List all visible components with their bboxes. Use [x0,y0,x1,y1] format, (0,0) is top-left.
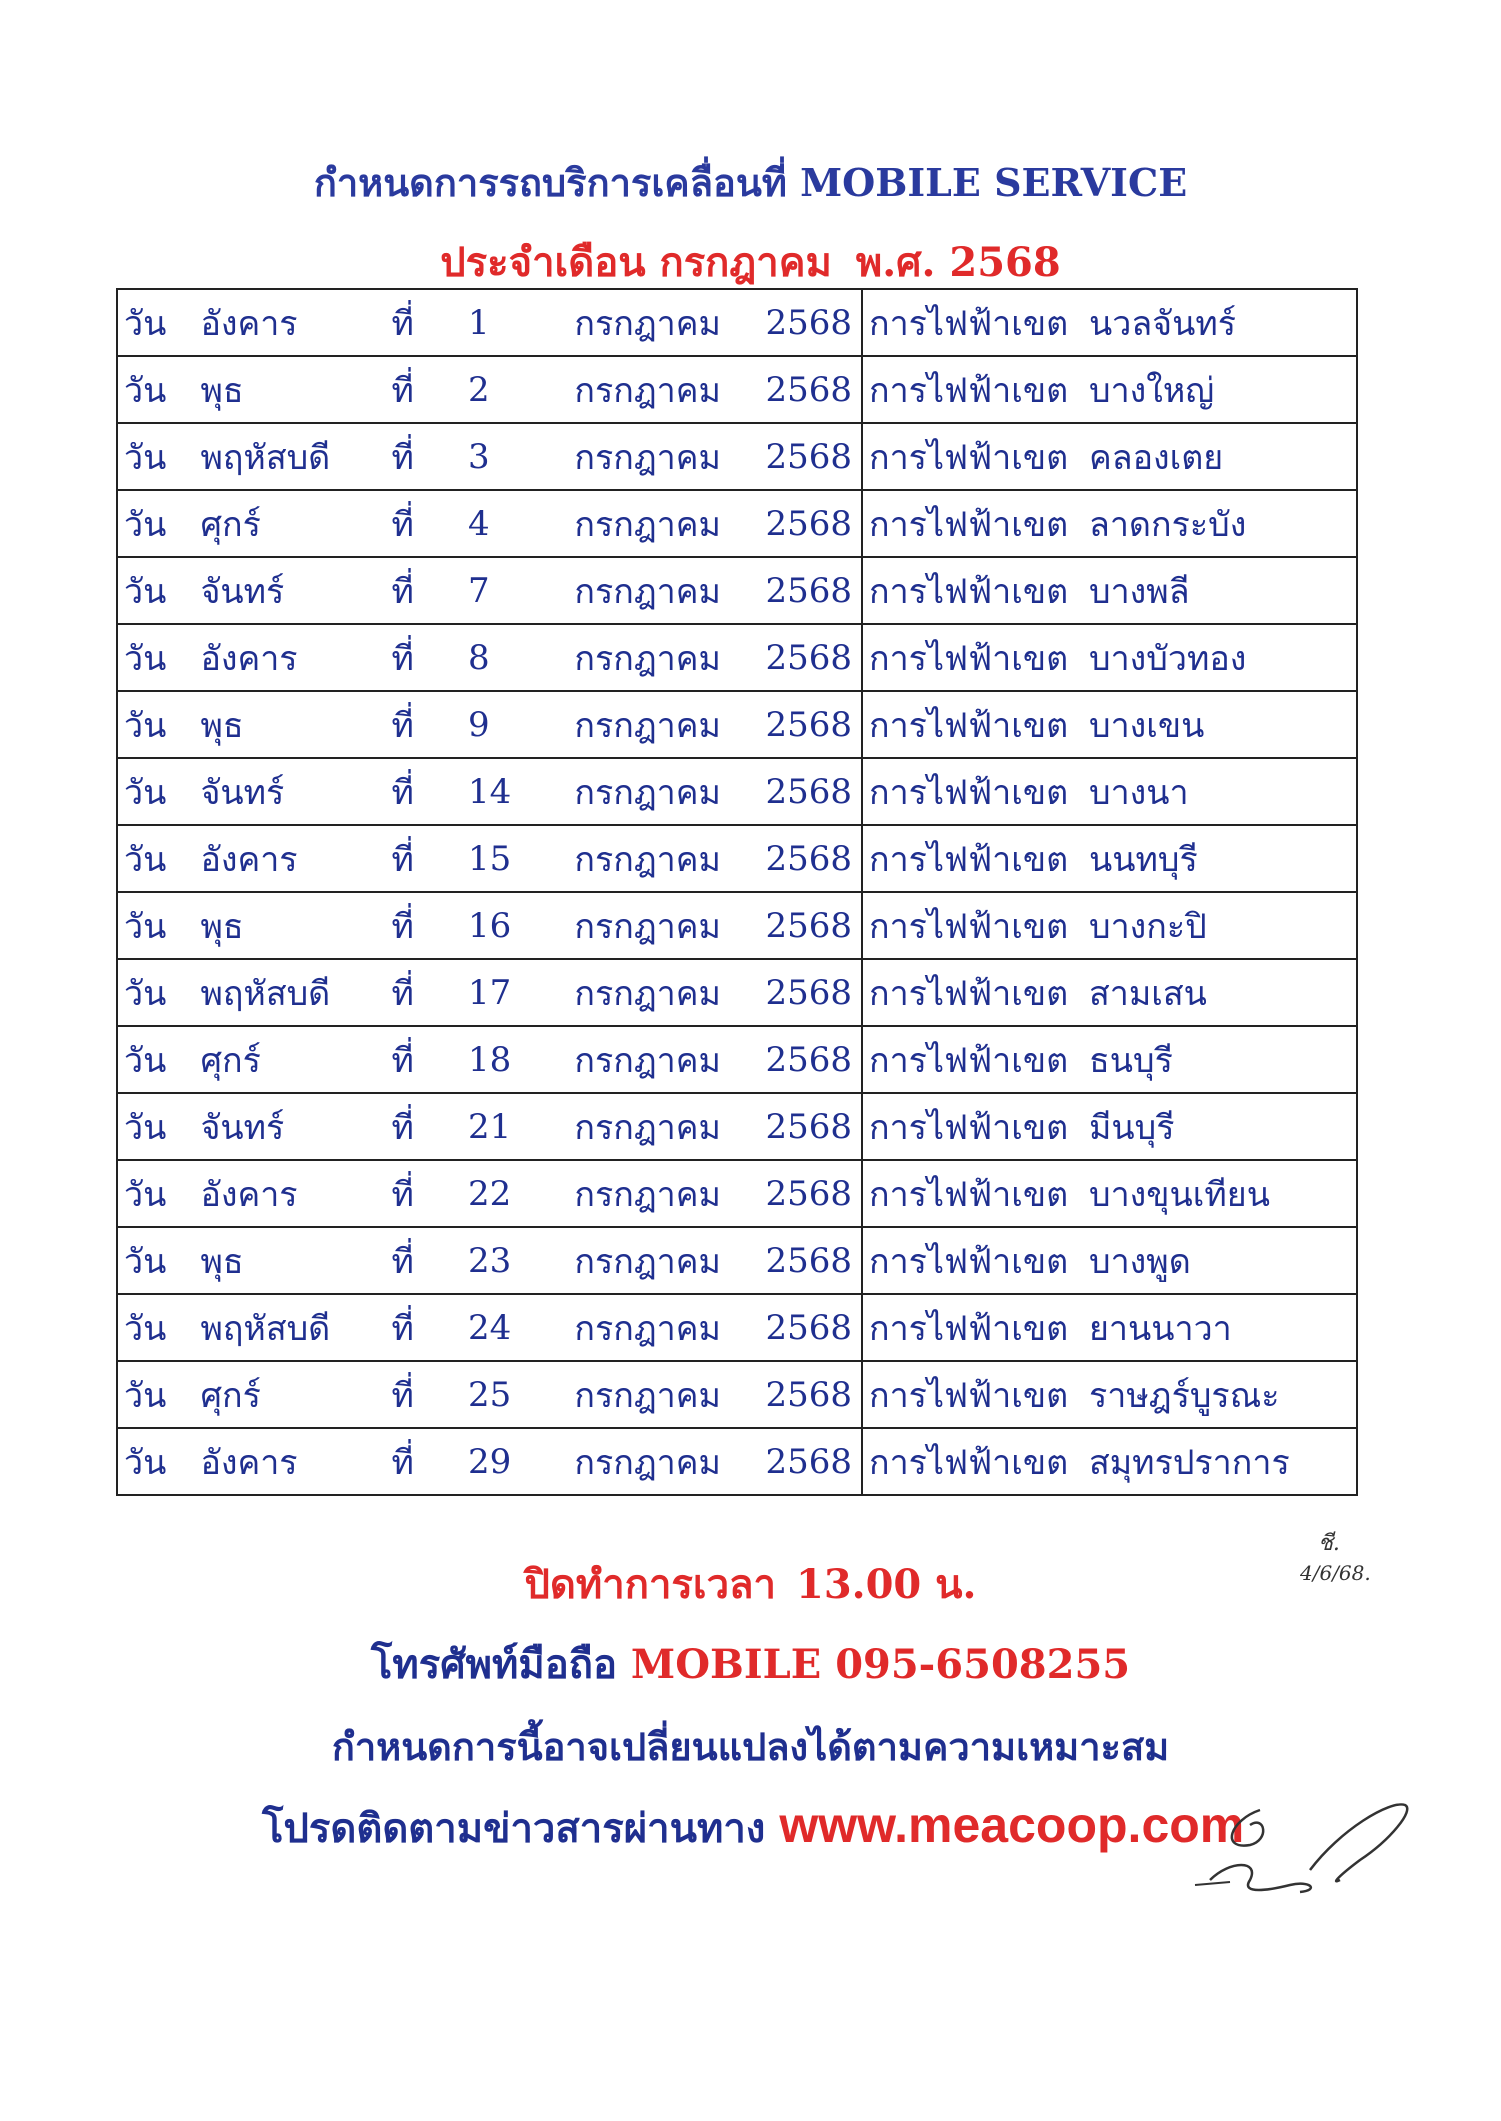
date-prefix: ที่ [391,1375,414,1416]
authority: การไฟฟ้าเขต [869,973,1069,1014]
date-prefix: ที่ [391,370,414,411]
district: สามเสน [1089,973,1207,1014]
weekday: พฤหัสบดี [200,973,331,1014]
month: กรกฎาคม [574,303,721,344]
signature-drawing [1190,1790,1420,1910]
year: 2568 [765,369,852,410]
schedule-date-cell [117,892,862,959]
authority: การไฟฟ้าเขต [869,1442,1069,1483]
authority: การไฟฟ้าเขต [869,772,1069,813]
date-number: 29 [467,1441,512,1482]
weekday: อังคาร [200,1174,298,1215]
authority: การไฟฟ้าเขต [869,839,1069,880]
district: สมุทรปราการ [1089,1442,1290,1483]
day-prefix: วัน [124,1375,167,1416]
month: กรกฎาคม [574,1308,721,1349]
authority: การไฟฟ้าเขต [869,638,1069,679]
weekday: จันทร์ [200,1107,285,1148]
schedule-date-cell [117,691,862,758]
schedule-row [117,490,1357,557]
schedule-date-cell [117,1428,862,1495]
authority: การไฟฟ้าเขต [869,1174,1069,1215]
date-number: 2 [467,369,490,410]
schedule-row [117,825,1357,892]
district: บางบัวทอง [1089,638,1247,679]
day-prefix: วัน [124,705,167,746]
day-prefix: วัน [124,1442,167,1483]
month: กรกฎาคม [574,1040,721,1081]
year: 2568 [765,1240,852,1281]
schedule-row [117,1428,1357,1495]
year: 2568 [765,637,852,678]
schedule-date-cell [117,624,862,691]
weekday: จันทร์ [200,772,285,813]
district: บางพูด [1089,1241,1191,1282]
month: กรกฎาคม [574,370,721,411]
date-number: 7 [467,570,490,611]
schedule-date-cell [117,1026,862,1093]
schedule-date-cell [117,758,862,825]
weekday: อังคาร [200,1442,298,1483]
authority: การไฟฟ้าเขต [869,437,1069,478]
district: บางกะปิ [1089,906,1207,947]
date-number: 22 [467,1173,512,1214]
day-prefix: วัน [124,303,167,344]
district: นวลจันทร์ [1089,303,1237,344]
date-number: 16 [467,905,512,946]
district: บางนา [1089,772,1189,813]
date-prefix: ที่ [391,1442,414,1483]
month: กรกฎาคม [574,1174,721,1215]
month: กรกฎาคม [574,638,721,679]
schedule-location-cell [862,1160,1357,1227]
schedule-row [117,557,1357,624]
year: 2568 [765,302,852,343]
schedule-location-cell [862,356,1357,423]
year: 2568 [765,1106,852,1147]
weekday: พฤหัสบดี [200,1308,331,1349]
authority: การไฟฟ้าเขต [869,1375,1069,1416]
month: กรกฎาคม [574,772,721,813]
follow-label: โปรดติดตามข่าวสารผ่านทาง [262,1805,766,1852]
date-number: 4 [467,503,490,544]
schedule-location-cell [862,289,1357,356]
schedule-row [117,1361,1357,1428]
date-number: 17 [467,972,512,1013]
weekday: ศุกร์ [200,504,261,545]
year: 2568 [765,503,852,544]
phone-mobile-word: MOBILE [630,1641,822,1688]
date-prefix: ที่ [391,437,414,478]
subtitle-month: ประจำเดือน กรกฎาคม [440,239,832,286]
date-prefix: ที่ [391,705,414,746]
weekday: ศุกร์ [200,1040,261,1081]
schedule-row [117,356,1357,423]
date-prefix: ที่ [391,638,414,679]
day-prefix: วัน [124,772,167,813]
follow-line [262,1796,1244,1860]
schedule-date-cell [117,825,862,892]
authority: การไฟฟ้าเขต [869,571,1069,612]
day-prefix: วัน [124,1241,167,1282]
date-prefix: ที่ [391,1107,414,1148]
subtitle-year: พ.ศ. 2568 [855,239,1061,286]
day-prefix: วัน [124,370,167,411]
year: 2568 [765,1039,852,1080]
authority: การไฟฟ้าเขต [869,1107,1069,1148]
day-prefix: วัน [124,906,167,947]
date-number: 1 [467,302,490,343]
month: กรกฎาคม [574,839,721,880]
year: 2568 [765,838,852,879]
date-prefix: ที่ [391,303,414,344]
date-prefix: ที่ [391,1174,414,1215]
weekday: พฤหัสบดี [200,437,331,478]
weekday: อังคาร [200,839,298,880]
date-prefix: ที่ [391,1241,414,1282]
date-number: 25 [467,1374,512,1415]
schedule-location-cell [862,1294,1357,1361]
day-prefix: วัน [124,1040,167,1081]
authority: การไฟฟ้าเขต [869,1241,1069,1282]
year: 2568 [765,1173,852,1214]
day-prefix: วัน [124,1308,167,1349]
district: คลองเตย [1089,437,1224,478]
date-prefix: ที่ [391,906,414,947]
month: กรกฎาคม [574,1375,721,1416]
schedule-row [117,1026,1357,1093]
closing-time-note [0,1552,1501,1616]
schedule-location-cell [862,691,1357,758]
district: ราษฎร์บูรณะ [1089,1375,1280,1416]
schedule-location-cell [862,825,1357,892]
date-prefix: ที่ [391,839,414,880]
date-number: 21 [467,1106,512,1147]
schedule-row [117,624,1357,691]
schedule-table [116,288,1358,1496]
weekday: พุธ [200,906,244,947]
year: 2568 [765,1374,852,1415]
district: ลาดกระบัง [1089,504,1247,545]
schedule-location-cell [862,624,1357,691]
month: กรกฎาคม [574,1241,721,1282]
schedule-date-cell [117,1294,862,1361]
month: กรกฎาคม [574,504,721,545]
website-link[interactable]: www.meacoop.com [779,1797,1245,1853]
document-subtitle [0,230,1501,294]
schedule-row [117,1294,1357,1361]
initial-mark: ชี. [1318,1531,1340,1556]
date-number: 18 [467,1039,512,1080]
schedule-location-cell [862,892,1357,959]
date-prefix: ที่ [391,772,414,813]
date-prefix: ที่ [391,973,414,1014]
schedule-location-cell [862,1093,1357,1160]
schedule-row [117,289,1357,356]
authority: การไฟฟ้าเขต [869,906,1069,947]
day-prefix: วัน [124,839,167,880]
schedule-date-cell [117,289,862,356]
authority: การไฟฟ้าเขต [869,303,1069,344]
schedule-date-cell [117,1160,862,1227]
document-title: กำหนดการรถบริการเคลื่อนที่ MOBILE SERVICE [313,160,1188,205]
year: 2568 [765,570,852,611]
year: 2568 [765,704,852,745]
schedule-date-cell [117,1093,862,1160]
day-prefix: วัน [124,504,167,545]
schedule-date-cell [117,356,862,423]
schedule-date-cell [117,423,862,490]
change-note: กำหนดการนี้อาจเปลี่ยนแปลงได้ตามความเหมาะสม [331,1724,1170,1769]
phone-line [0,1632,1501,1696]
schedule-location-cell [862,1227,1357,1294]
schedule-location-cell [862,1026,1357,1093]
schedule-row [117,1093,1357,1160]
month: กรกฎาคม [574,973,721,1014]
schedule-row [117,1227,1357,1294]
month: กรกฎาคม [574,705,721,746]
year: 2568 [765,771,852,812]
initial-date: 4/6/68. [1300,1561,1371,1585]
schedule-row [117,892,1357,959]
year: 2568 [765,1307,852,1348]
month: กรกฎาคม [574,1107,721,1148]
schedule-date-cell [117,1361,862,1428]
date-prefix: ที่ [391,1308,414,1349]
district: บางใหญ่ [1089,370,1215,411]
schedule-date-cell [117,1227,862,1294]
date-number: 15 [467,838,512,879]
district: บางพลี [1089,571,1190,612]
day-prefix: วัน [124,1107,167,1148]
year: 2568 [765,972,852,1013]
schedule-row [117,758,1357,825]
district: บางขุนเทียน [1089,1174,1270,1215]
month: กรกฎาคม [574,437,721,478]
phone-number: 095-6508255 [835,1641,1131,1688]
date-number: 23 [467,1240,512,1281]
date-prefix: ที่ [391,571,414,612]
date-prefix: ที่ [391,1040,414,1081]
date-number: 14 [467,771,512,812]
weekday: พุธ [200,705,244,746]
schedule-location-cell [862,959,1357,1026]
day-prefix: วัน [124,437,167,478]
district: มีนบุรี [1089,1107,1175,1148]
district: ยานนาวา [1089,1308,1232,1349]
schedule-location-cell [862,557,1357,624]
authority: การไฟฟ้าเขต [869,504,1069,545]
district: นนทบุรี [1089,839,1198,880]
year: 2568 [765,905,852,946]
date-number: 8 [467,637,490,678]
day-prefix: วัน [124,638,167,679]
schedule-location-cell [862,758,1357,825]
month: กรกฎาคม [574,571,721,612]
authority: การไฟฟ้าเขต [869,1040,1069,1081]
year: 2568 [765,436,852,477]
date-number: 9 [467,704,490,745]
day-prefix: วัน [124,973,167,1014]
authority: การไฟฟ้าเขต [869,705,1069,746]
closing-time: 13.00 น. [796,1561,977,1608]
authority: การไฟฟ้าเขต [869,1308,1069,1349]
phone-label: โทรศัพท์มือถือ [370,1641,617,1688]
district: บางเขน [1089,705,1205,746]
day-prefix: วัน [124,571,167,612]
schedule-row [117,1160,1357,1227]
date-prefix: ที่ [391,504,414,545]
schedule-date-cell [117,959,862,1026]
district: ธนบุรี [1089,1040,1173,1081]
month: กรกฎาคม [574,1442,721,1483]
weekday: ศุกร์ [200,1375,261,1416]
schedule-row [117,959,1357,1026]
schedule-location-cell [862,1428,1357,1495]
authority: การไฟฟ้าเขต [869,370,1069,411]
weekday: อังคาร [200,303,298,344]
weekday: จันทร์ [200,571,285,612]
day-prefix: วัน [124,1174,167,1215]
date-number: 24 [467,1307,512,1348]
weekday: พุธ [200,370,244,411]
handwritten-initial [1300,1522,1400,1592]
schedule-date-cell [117,557,862,624]
schedule-row [117,423,1357,490]
month: กรกฎาคม [574,906,721,947]
closing-label: ปิดทำการเวลา [524,1561,776,1608]
schedule-location-cell [862,423,1357,490]
date-number: 3 [467,436,490,477]
schedule-location-cell [862,490,1357,557]
schedule-row [117,691,1357,758]
schedule-location-cell [862,1361,1357,1428]
schedule-date-cell [117,490,862,557]
weekday: อังคาร [200,638,298,679]
year: 2568 [765,1441,852,1482]
weekday: พุธ [200,1241,244,1282]
